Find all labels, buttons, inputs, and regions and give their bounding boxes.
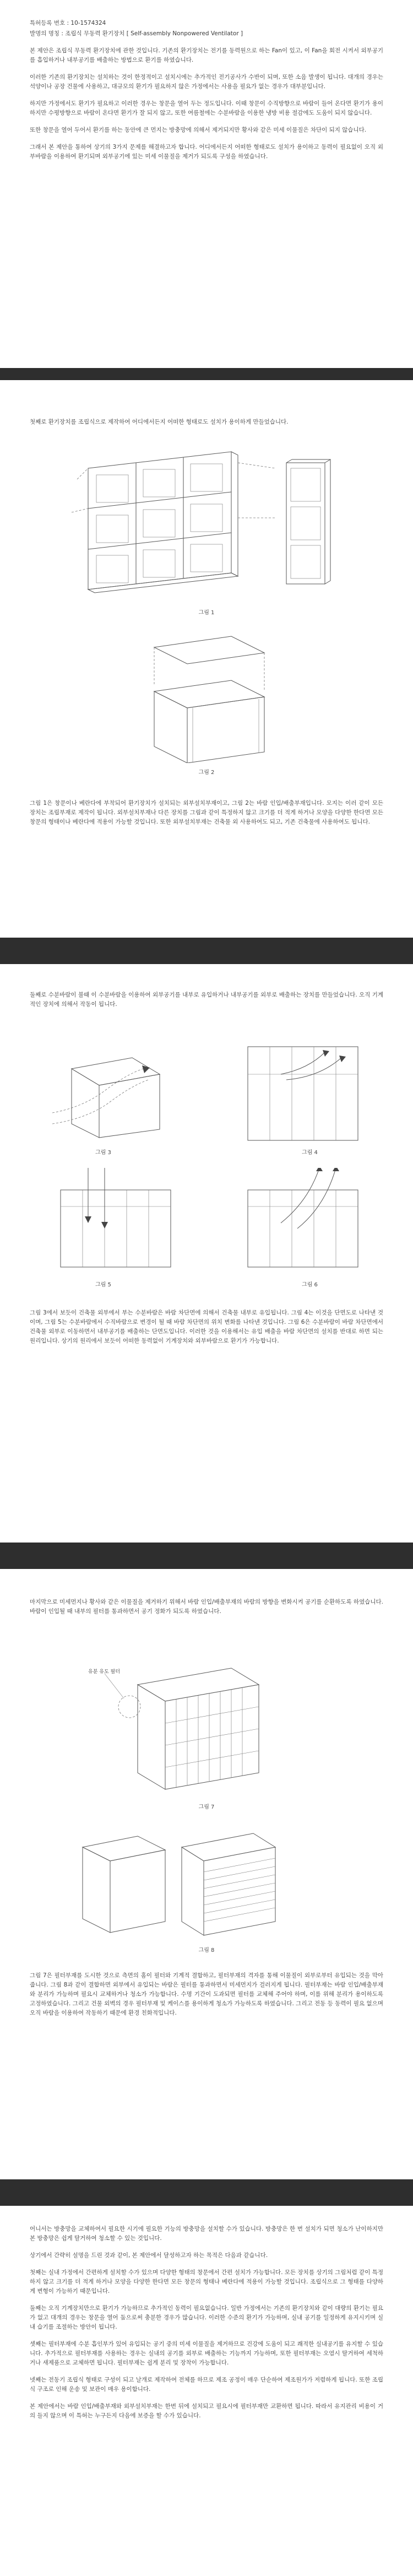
page-2 [0,380,413,938]
page-gap [0,1543,413,1569]
figure-8-caption: 그림 8 [198,1947,215,1953]
paragraph: 첫째는 실내 가정에서 간편하게 설치할 수가 있으며 다양한 형태의 창문에서 간편 설치가 가능합니다. 모든 장치를 상기의 그림처럼 같이 특정하지 않고 크기를 더 적게 하거나 모양을 다양한 한다면 모든 창문의 형태나 베란다에 적용이 가능할 것입니다. 조립식으로 그 형태를 다양하게 변형이 가능하기 때문입니다. [30,2269,383,2294]
figure-4-caption: 그림 4 [302,1150,318,1156]
figure-4-section-view [237,1041,369,1146]
figure-6-exhaust-airflow [237,1168,369,1273]
section-intro: 첫째로 환기장치를 조립식으로 제작하여 어디에서든지 어떠한 형태로도 설치가 용이하게 만들었습니다. [30,419,289,425]
paragraph: 하지만 가정에서도 환기가 필요하고 이러한 경우는 창문을 열어 두는 정도입니다. 이때 창문이 수직방향으로 바람이 들어 온다면 환기가 용이하지만 수평방향으로 바람이 온다면 환기가 잘 되지 않고, 또한 여름철에는 수분바람을 이용한 냉방 비용 절감에도 도움이 되지 않습니다. [30,100,383,116]
section-body: 그림 3에서 보듯이 건축물 외부에서 부는 수분바람은 바람 차단면에 의해서 건축물 내부로 유입됩니다. 그림 4는 이것을 단면도로 나타낸 것이며, 그림 5는 수분바람에서 수직바람으로 변경이 될 때 바람 차단면의 위치 변화를 나타낸 것입니다. 그림 6은 수분바람이 바람 차단면에서 건축물 외부로 이동하면서 내부공기를 배출하는 단면도입니다. 이러한 것을 이용해서는 유입 배출을 바람 차단면의 설치를 반대로 하면 되는 원리입니다. 상기의 원리에서 보듯이 어떠한 동력없이 기계장치와 외부바람으로 환기가 가능합니다. [30,1309,383,1344]
registration-number: 특허등록 번호 : 10-1574324 [30,20,106,26]
section-body: 그림 7은 필터부재를 도시한 것으로 측면의 홈이 필터와 기계적 결합하고, 필터부재의 격자를 통해 이물질이 외부로부터 유입되는 것을 막아 줍니다. 그림 8과 같이 결합하면 외부에서 유입되는 바람은 필터를 통과하면서 미세먼지가 걸러지게 됩니다. 필터부재는 바람 인입/배출부재와 분리가 가능하며 필요시 교체하거나 청소가 가능합니다. 수명 기간이 도과되면 필터를 교체해 주어야 하며, 이를 위해 분리가 용이하도록 고정하였습니다. 그리고 건물 외벽의 경우 필터부재 및 케이스를 용이하게 청소가 가능하도록 하였습니다. 그리고 전동 등 동력이 필요 없으며 오직 바람을 이용하여 작동하기 때문에 환경 친화적입니다. [30,1972,383,2016]
paragraph: 어니서는 방충망을 교체하여서 필요한 시기에 필요한 기능의 방충망을 설치할 수가 있습니다. 방충망은 한 번 설치가 되면 청소가 난이하지만 본 방충망은 쉽게 탈거하여 청소할 수 있는 것입니다. [30,2226,383,2242]
figure-1-caption: 그림 1 [198,610,215,616]
figure-6-caption: 그림 6 [302,1282,318,1288]
figure-2-caption: 그림 2 [198,770,215,776]
filter-callout-label: 유분 유도 필터 [88,1669,120,1675]
page-1 [0,0,413,368]
section-intro: 둘째로 수분바람이 불때 이 수분바람을 이용하여 외부공기를 내부로 유입하거나 내부공기를 외부로 배출하는 장치를 만들었습니다. 오직 기계적인 장치에 의해서 작동이 됩니다. [30,992,383,1008]
paragraph: 본 제안에서는 바람 인입/배출부재와 외부설치부재는 한번 뒤에 설치되고 필요시에 필터부재만 교환하면 됩니다. 따라서 유지관리 비용이 거의 들지 않으며 이 특허는 누구든지 다음에 보증을 할 수가 있습니다. [30,2403,383,2419]
figure-5-vertical-airflow [50,1168,182,1273]
figure-7-caption: 그림 7 [198,1804,215,1810]
page-gap [0,938,413,964]
page-gap [0,2179,413,2206]
paragraph: 셋째는 필터부재에 수분 흡인부가 있어 유입되는 공기 중의 미세 이물질을 제거하므로 건강에 도움이 되고 쾌적한 실내공기를 유지할 수 있습니다. 추가적으로 필터부재를 사용하는 경우는 실내의 공기를 외부로 배출하는 기능까지 가능하며, 또한 필터부재는 오염시 탈거하여 세척하거나 새제품으로 교체하면 됩니다. 필터부재는 쉽게 분리 및 장착이 가능합니다. [30,2341,383,2366]
paragraph: 이러한 기존의 환기장치는 설치하는 것이 한정적이고 설치시에는 추가적인 전기공사가 수반이 되며, 또한 소음 발생이 됩니다. 대개의 경우는 석양이나 공장 건물에 사용하고, 대규모의 환기가 필요하지 않은 가정에서는 사용을 필요가 없는 경우가 대부분입니다. [30,74,383,90]
invention-title: 발명의 명칭 : 조립식 무동력 환기장치 [ Self-assembly Nonpowered Ventilator ] [30,30,243,37]
page-4 [0,1569,413,2179]
paragraph: 상기에서 간략히 설명을 드린 것과 같이, 본 제안에서 달성하고자 하는 목적은 다음과 같습니다. [30,2252,268,2259]
paragraph: 그래서 본 제안을 통하여 상기의 3가지 문제를 해결하고자 합니다. 어디에서든지 어떠한 형태로도 설치가 용이하고 동력이 필요없이 오직 외부바람을 이용하여 환기되며 외부공기에 있는 미세 이물질을 제거가 되도록 구성을 하였습니다. [30,144,383,160]
figure-3-airflow-box [50,1047,176,1140]
figure-2-box-exploded [138,631,275,763]
figure-5-caption: 그림 5 [95,1282,111,1288]
section-intro: 마지막으로 미세먼지나 황사와 같은 이물질을 제거하기 위해서 바람 인입/배출부재의 바람의 방향을 변화시켜 공기를 순환하도록 하였습니다. 바람이 인입될 때 내부의 필터를 통과하면서 공기 정화가 되도록 하였습니다. [30,1599,383,1615]
figure-1-exploded-frame [66,446,352,606]
figure-3-caption: 그림 3 [95,1150,111,1156]
paragraph: 둘째는 오직 기계장치만으로 환기가 가능하므로 추가적인 동력이 필요없습니다. 일반 가정에서는 기존의 환기장치와 같이 대량의 환기는 필요가 없고 대개의 경우는 창문을 열어 둠으로써 충분한 경우가 많습니다. 이러한 수준의 환기가 가능하며, 실내 공기를 일정하게 유지시키며 실내 습기를 조절하는 방안이 됩니다. [30,2305,383,2330]
figure-7-filter-member [77,1663,275,1795]
figure-8-assembled-unit [72,1825,281,1944]
page-5 [0,2206,413,2576]
paragraph: 본 제안은 조립식 무동력 환기장치에 관한 것입니다. 기존의 환기장치는 전기를 동력원으로 하는 Fan이 있고, 이 Fan을 회전 시켜서 외부공기를 흡입하거나 내부공기를 배출하는 방법으로 환기를 하였습니다. [30,47,383,63]
page-gap [0,368,413,380]
paragraph: 또한 창문을 열어 두어서 환기를 하는 동안에 큰 먼지는 방충망에 의해서 제거되지만 황사와 같은 미세 이물질은 차단이 되지 않습니다. [30,127,367,133]
section-body: 그림 1은 창문이나 베란다에 부착되어 환기장치가 설치되는 외부설치부재이고, 그림 2는 바람 인입/배출부재입니다. 모지는 이러 같이 모든 장치는 조립부재로 제작이 됩니다. 외부설치부재나 다른 장치를 그림과 같이 특정하지 않고 크기를 더 적게 하거나 모양을 다양한 한다면 모든 창문의 형태이나 베란다에 적용이 가능할 것입니다. 또한 외부설치부재는 건축물 외 사용하여도 되고, 기존 건축물에 사용하여도 됩니다. [30,800,383,825]
window-frame-drawing [72,452,275,593]
page-3 [0,964,413,1543]
paragraph: 넷째는 전동기 조립식 형태로 구성이 되고 날개로 제작하여 전체를 하므로 제조 공정이 매우 단순하여 제조원가가 저렴하게 됩니다. 또한 조립식 구조로 인해 운송 및 보관이 매우 용이합니다. [30,2377,383,2393]
side-panel-drawing [286,459,330,584]
